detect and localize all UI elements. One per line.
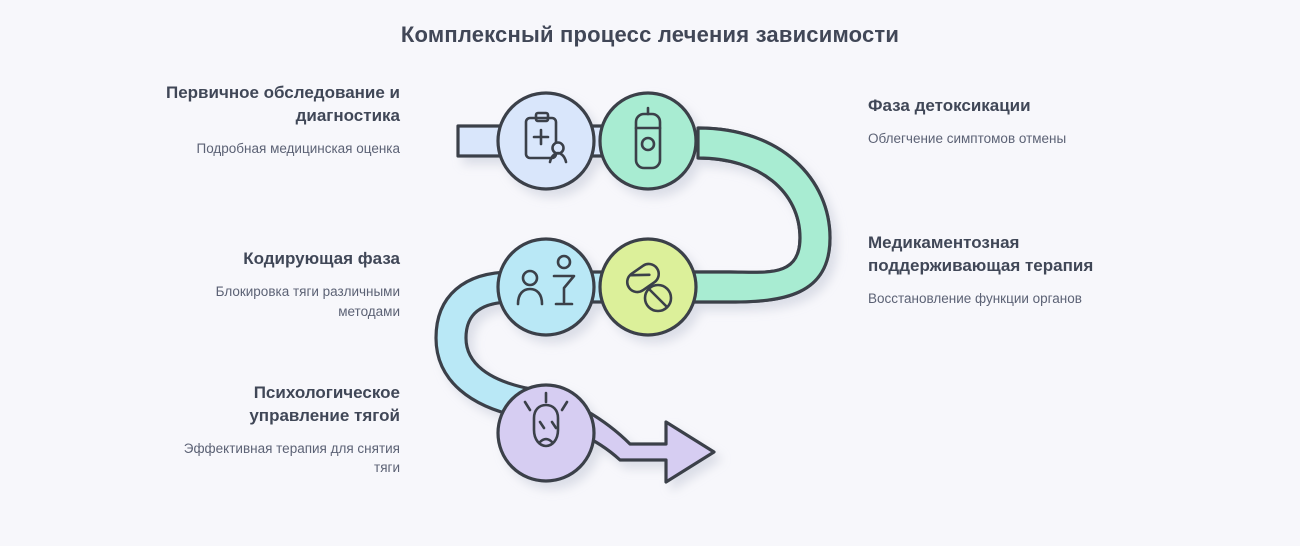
step-label-assessment (160, 82, 400, 158)
step-title-medication: Медикаментозная поддерживающая терапия (868, 233, 1094, 275)
step-label-medication (868, 232, 1108, 308)
step-description-psychological: Эффективная терапия для снятия тяги (183, 440, 400, 476)
step-label-psychological (160, 382, 400, 478)
node-coding (498, 239, 594, 335)
process-flow-diagram (430, 70, 860, 510)
step-title-psychological: Психологическое управление тягой (249, 383, 400, 425)
step-title-assessment: Первичное обследование и диагностика (165, 83, 400, 125)
step-description-detox: Облегчение симптомов отмены (868, 130, 1067, 146)
page-title: Комплексный процесс лечения зависимости (400, 22, 900, 47)
node-assessment (498, 93, 594, 189)
step-title-detox: Фаза детоксикации (868, 96, 1031, 115)
step-description-medication: Восстановление функции органов (868, 290, 1082, 306)
step-description-coding: Блокировка тяги различными методами (215, 283, 400, 319)
step-label-coding (160, 248, 400, 321)
step-label-detox (868, 95, 1108, 149)
step-title-coding: Кодирующая фаза (243, 249, 400, 268)
step-description-assessment: Подробная медицинская оценка (196, 140, 400, 156)
